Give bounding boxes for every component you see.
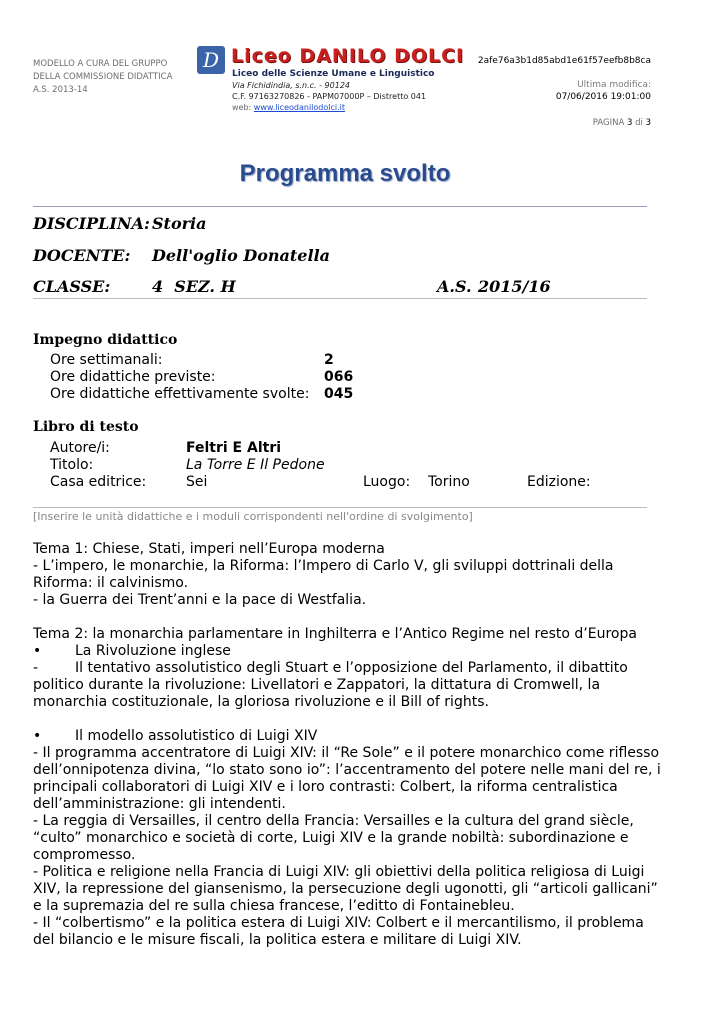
edizione-label: Edizione: [527,474,591,490]
page-total: 3 [645,118,651,128]
as-value: 2015/16 [478,277,551,296]
bullet-marker: • [33,728,42,744]
ore-previste-value: 066 [324,369,354,385]
ore-settimanali-label: Ore settimanali: [50,352,163,368]
docente-value: Dell'oglio Donatella [152,246,331,265]
document-hash: 2afe76a3b1d85abd1e61f57eefb8b8ca [477,56,651,66]
ore-svolte-value: 045 [324,386,354,402]
last-modified-label: Ultima modifica: [577,80,651,90]
page-title: Programma svolto [239,160,451,187]
paragraph: - Il programma accentratore di Luigi XIV: il “Re Sole” e il potere monarchico come riflesso dell’onnipotenza divina, “lo stato sono io”: l’accentramento del potere nelle mani del re, i principali collaboratori di Luigi XIV e i loro contrasti: Colbert, la riforma centralistica dell’amministrazione: gli intendenti. [33,745,661,812]
school-name: Liceo DANILO DOLCI [231,45,465,67]
template-credit [33,58,172,97]
template-credit-line: A.S. 2013-14 [33,85,88,95]
page-number: 3 [626,118,633,128]
as-label: A.S. [437,277,472,296]
instructions-note: [Inserire le unità didattiche e i moduli corrispondenti nell'ordine di svolgimento] [33,510,473,523]
casa-editrice-label: Casa editrice: [50,474,147,490]
titolo-label: Titolo: [50,457,94,473]
list-item-text: Il modello assolutistico di Luigi XIV [75,728,318,744]
theme-title: Tema 1: Chiese, Stati, imperi nell’Europa moderna [33,541,385,557]
dash-marker: - [33,660,39,676]
casa-editrice-value: Sei [186,474,208,490]
last-modified-value: 07/06/2016 19:01:00 [555,92,651,102]
template-credit-line: DELLA COMMISSIONE DIDATTICA [33,72,173,82]
page-of: di [635,118,643,128]
autore-value: Feltri E Altri [186,440,282,456]
template-credit-line: MODELLO A CURA DEL GRUPPO [33,59,168,69]
list-item [33,643,663,660]
luogo-label: Luogo: [363,474,411,490]
paragraph: - Politica e religione nella Francia di Luigi XIV: gli obiettivi della politica religiosa di Luigi XIV, la repressione del giansenismo, la persecuzione degli ugonotti, gli “articoli gallicani” e la supremazia del re sulla chiesa francese, l’editto di Fontainebleu. [33,864,658,914]
paragraph: - L’impero, le monarchie, la Riforma: l’Impero di Carlo V, gli sviluppi dottrinali della Riforma: il calvinismo. [33,558,614,591]
list-item [33,728,663,745]
list-item [33,660,663,711]
classe-label: CLASSE: [33,277,111,296]
page-label: PAGINA [592,118,625,128]
ore-settimanali-value: 2 [324,352,334,368]
paragraph: - la Guerra dei Trent’anni e la pace di Westfalia. [33,592,367,608]
autore-label: Autore/i: [50,440,110,456]
ore-previste-label: Ore didattiche previste: [50,369,216,385]
school-address [232,80,426,113]
page-indicator [593,118,651,128]
divider [33,507,647,508]
codes-line: C.F. 97163270826 - PAPM07000P – Distretto 041 [232,92,427,101]
disciplina-label: DISCIPLINA: [33,214,150,233]
luogo-value: Torino [428,474,470,490]
program-content [33,541,663,949]
list-item-text: La Rivoluzione inglese [75,643,231,659]
school-logo-icon: D [197,46,225,74]
ore-svolte-label: Ore didattiche effettivamente svolte: [50,386,310,402]
titolo-value: La Torre E Il Pedone [186,457,325,473]
divider [33,298,647,299]
docente-label: DOCENTE: [33,246,131,265]
list-item-text: Il tentativo assolutistico degli Stuart e l’opposizione del Parlamento, il dibattito politico durante la rivoluzione: Livellatori e Zappatori, la dittatura di Cromwell, la monarchia costituzionale, la gloriosa rivoluzione e il Bill of rights. [33,660,628,710]
web-label: web: [232,103,252,112]
disciplina-value: Storia [152,214,207,233]
divider [33,206,647,207]
theme-title: Tema 2: la monarchia parlamentare in Inghilterra e l’Antico Regime nel resto d’Europa [33,626,637,642]
impegno-heading: Impegno didattico [33,332,178,348]
website-link[interactable]: www.liceodanilodolci.it [253,103,346,112]
bullet-marker: • [33,643,42,659]
libro-heading: Libro di testo [33,419,139,435]
classe-value: 4 SEZ. H [152,277,236,296]
paragraph: - Il “colbertismo” e la politica estera di Luigi XIV: Colbert e il mercantilismo, il problema del bilancio e le misure fiscali, la politica estera e militare di Luigi XIV. [33,915,644,948]
address-line: Via Fichidindia, s.n.c. - 90124 [232,81,351,90]
paragraph: - La reggia di Versailles, il centro della Francia: Versailles e la cultura del grand siècle, “culto” monarchico e società di corte, Luigi XIV e la grande nobiltà: subordinazione e compromesso. [33,813,634,863]
school-subtitle: Liceo delle Scienze Umane e Linguistico [232,69,435,79]
